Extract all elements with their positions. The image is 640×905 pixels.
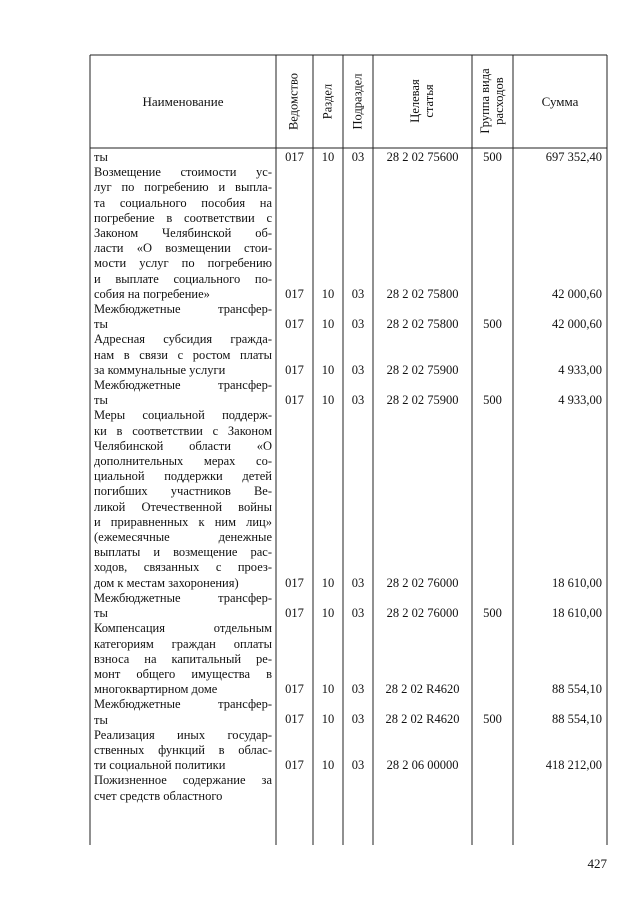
cell-section: 10 (321, 712, 335, 727)
cell-sum: 418 212,00 (545, 758, 602, 772)
name-line: дополнительных мерах со- (94, 454, 272, 469)
cell-section: 10 (321, 317, 335, 332)
cell-group: 500 (483, 317, 502, 332)
name-line: за коммунальные услуги (94, 362, 226, 377)
name-line: дом к местам захоронения) (94, 575, 239, 590)
cell-target: 28 2 02 R4620 (385, 682, 460, 696)
name-line: ки в соответствии с Законом (94, 423, 272, 438)
cell-group: 500 (483, 393, 502, 408)
cell-target: 28 2 02 75800 (386, 286, 459, 301)
name-line: ты (94, 317, 108, 332)
cell-sum: 4 933,00 (558, 362, 602, 377)
cell-group: 500 (483, 606, 502, 620)
cell-subsection: 03 (351, 150, 365, 164)
name-line: взноса на капитальный ре- (94, 651, 272, 666)
name-line: мости услуг по погребению (94, 256, 272, 271)
name-line: ты (94, 393, 108, 408)
name-line: циальной поддержки детей (94, 469, 272, 484)
cell-subsection: 03 (351, 362, 365, 377)
name-line: ты (94, 606, 108, 621)
cell-target: 28 2 02 R4620 (385, 712, 460, 727)
cell-section: 10 (321, 606, 335, 620)
name-line: Пожизненное содержание за (94, 773, 272, 788)
cell-target: 28 2 06 00000 (386, 758, 459, 772)
cell-dept: 017 (285, 575, 304, 590)
page-number: 427 (587, 856, 607, 871)
header-group-line2: расходов (492, 77, 506, 125)
cell-subsection: 03 (351, 682, 365, 696)
name-line: Межбюджетные трансфер- (94, 378, 272, 393)
name-line: погибших участников Ве- (94, 484, 272, 499)
cell-sum: 697 352,40 (545, 150, 602, 164)
cell-dept: 017 (285, 317, 304, 332)
header-sum: Сумма (541, 94, 579, 109)
name-line: и выплате социального по- (94, 271, 272, 286)
name-line: выплаты и возмещение рас- (94, 545, 272, 560)
header-group-line1: Группа вида (478, 68, 492, 134)
name-line: Реализация иных государ- (94, 727, 272, 742)
cell-target: 28 2 02 76000 (386, 606, 459, 620)
cell-subsection: 03 (351, 286, 365, 301)
cell-section: 10 (321, 758, 335, 772)
name-line: Возмещение стоимости ус- (94, 165, 272, 180)
cell-section: 10 (321, 682, 335, 696)
cell-section: 10 (321, 362, 335, 377)
cell-subsection: 03 (351, 393, 365, 408)
cell-section: 10 (321, 286, 335, 301)
name-line: и приравненных к ним лиц» (94, 514, 272, 529)
name-line: та социального пособия на (94, 195, 272, 210)
name-line: Межбюджетные трансфер- (94, 697, 272, 712)
name-line: собия на погребение» (94, 286, 210, 301)
name-line: ты (94, 712, 108, 727)
name-line: ты (94, 150, 108, 164)
cell-sum: 4 933,00 (558, 393, 602, 408)
cell-dept: 017 (285, 758, 304, 772)
cell-group: 500 (483, 150, 502, 164)
name-line: луг по погребению и выпла- (94, 180, 272, 195)
cell-dept: 017 (285, 362, 304, 377)
cell-dept: 017 (285, 712, 304, 727)
name-line: (ежемесячные денежные (94, 530, 272, 545)
cell-target: 28 2 02 75800 (386, 317, 459, 332)
cell-target: 28 2 02 75600 (386, 150, 459, 164)
name-line: Межбюджетные трансфер- (94, 302, 272, 317)
cell-sum: 42 000,60 (552, 286, 602, 301)
name-line: Адресная субсидия гражда- (94, 332, 272, 347)
name-line: нам в связи с ростом платы (94, 347, 272, 362)
cell-group: 500 (483, 712, 502, 727)
cell-subsection: 03 (351, 575, 365, 590)
name-line: Компенсация отдельным (94, 621, 272, 636)
cell-subsection: 03 (351, 758, 365, 772)
cell-dept: 017 (285, 150, 304, 164)
header-target-line1: Целевая (408, 79, 422, 123)
cell-sum: 42 000,60 (552, 317, 602, 332)
header-section: Раздел (320, 83, 335, 120)
name-line: ственных функций в облас- (94, 742, 272, 757)
cell-subsection: 03 (351, 712, 365, 727)
cell-subsection: 03 (351, 606, 365, 620)
name-line: погребение в соответствии с (94, 210, 272, 225)
cell-sum: 18 610,00 (552, 575, 602, 590)
name-line: ходов, связанных с проез- (94, 560, 272, 575)
name-line: Меры социальной поддерж- (94, 408, 272, 423)
name-line: категориям граждан оплаты (94, 636, 272, 651)
name-line: ти социальной политики (94, 758, 226, 773)
name-line: ликой Отечественной войны (94, 499, 272, 514)
name-line: монт общего имущества в (94, 666, 272, 681)
name-line: Межбюджетные трансфер- (94, 590, 272, 605)
header-name: Наименование (142, 94, 224, 109)
cell-dept: 017 (285, 393, 304, 408)
header-subsection: Подраздел (350, 73, 365, 130)
name-line: Челябинской области «О (94, 438, 272, 453)
cell-dept: 017 (285, 682, 304, 696)
name-line: Законом Челябинской об- (94, 226, 272, 241)
cell-sum: 88 554,10 (552, 712, 602, 727)
cell-section: 10 (321, 150, 335, 164)
cell-dept: 017 (285, 286, 304, 301)
cell-dept: 017 (285, 606, 304, 620)
header-dept: Ведомство (286, 72, 301, 131)
cell-sum: 18 610,00 (552, 606, 602, 620)
name-line: ласти «О возмещении стои- (94, 241, 272, 256)
cell-target: 28 2 02 76000 (386, 575, 459, 590)
header-target-line2: статья (422, 84, 436, 118)
cell-target: 28 2 02 75900 (386, 362, 459, 377)
cell-sum: 88 554,10 (552, 682, 602, 696)
name-line: счет средств областного (94, 788, 223, 803)
cell-section: 10 (321, 393, 335, 408)
name-line: многоквартирном доме (94, 682, 218, 697)
cell-target: 28 2 02 75900 (386, 393, 459, 408)
cell-subsection: 03 (351, 317, 365, 332)
cell-section: 10 (321, 575, 335, 590)
